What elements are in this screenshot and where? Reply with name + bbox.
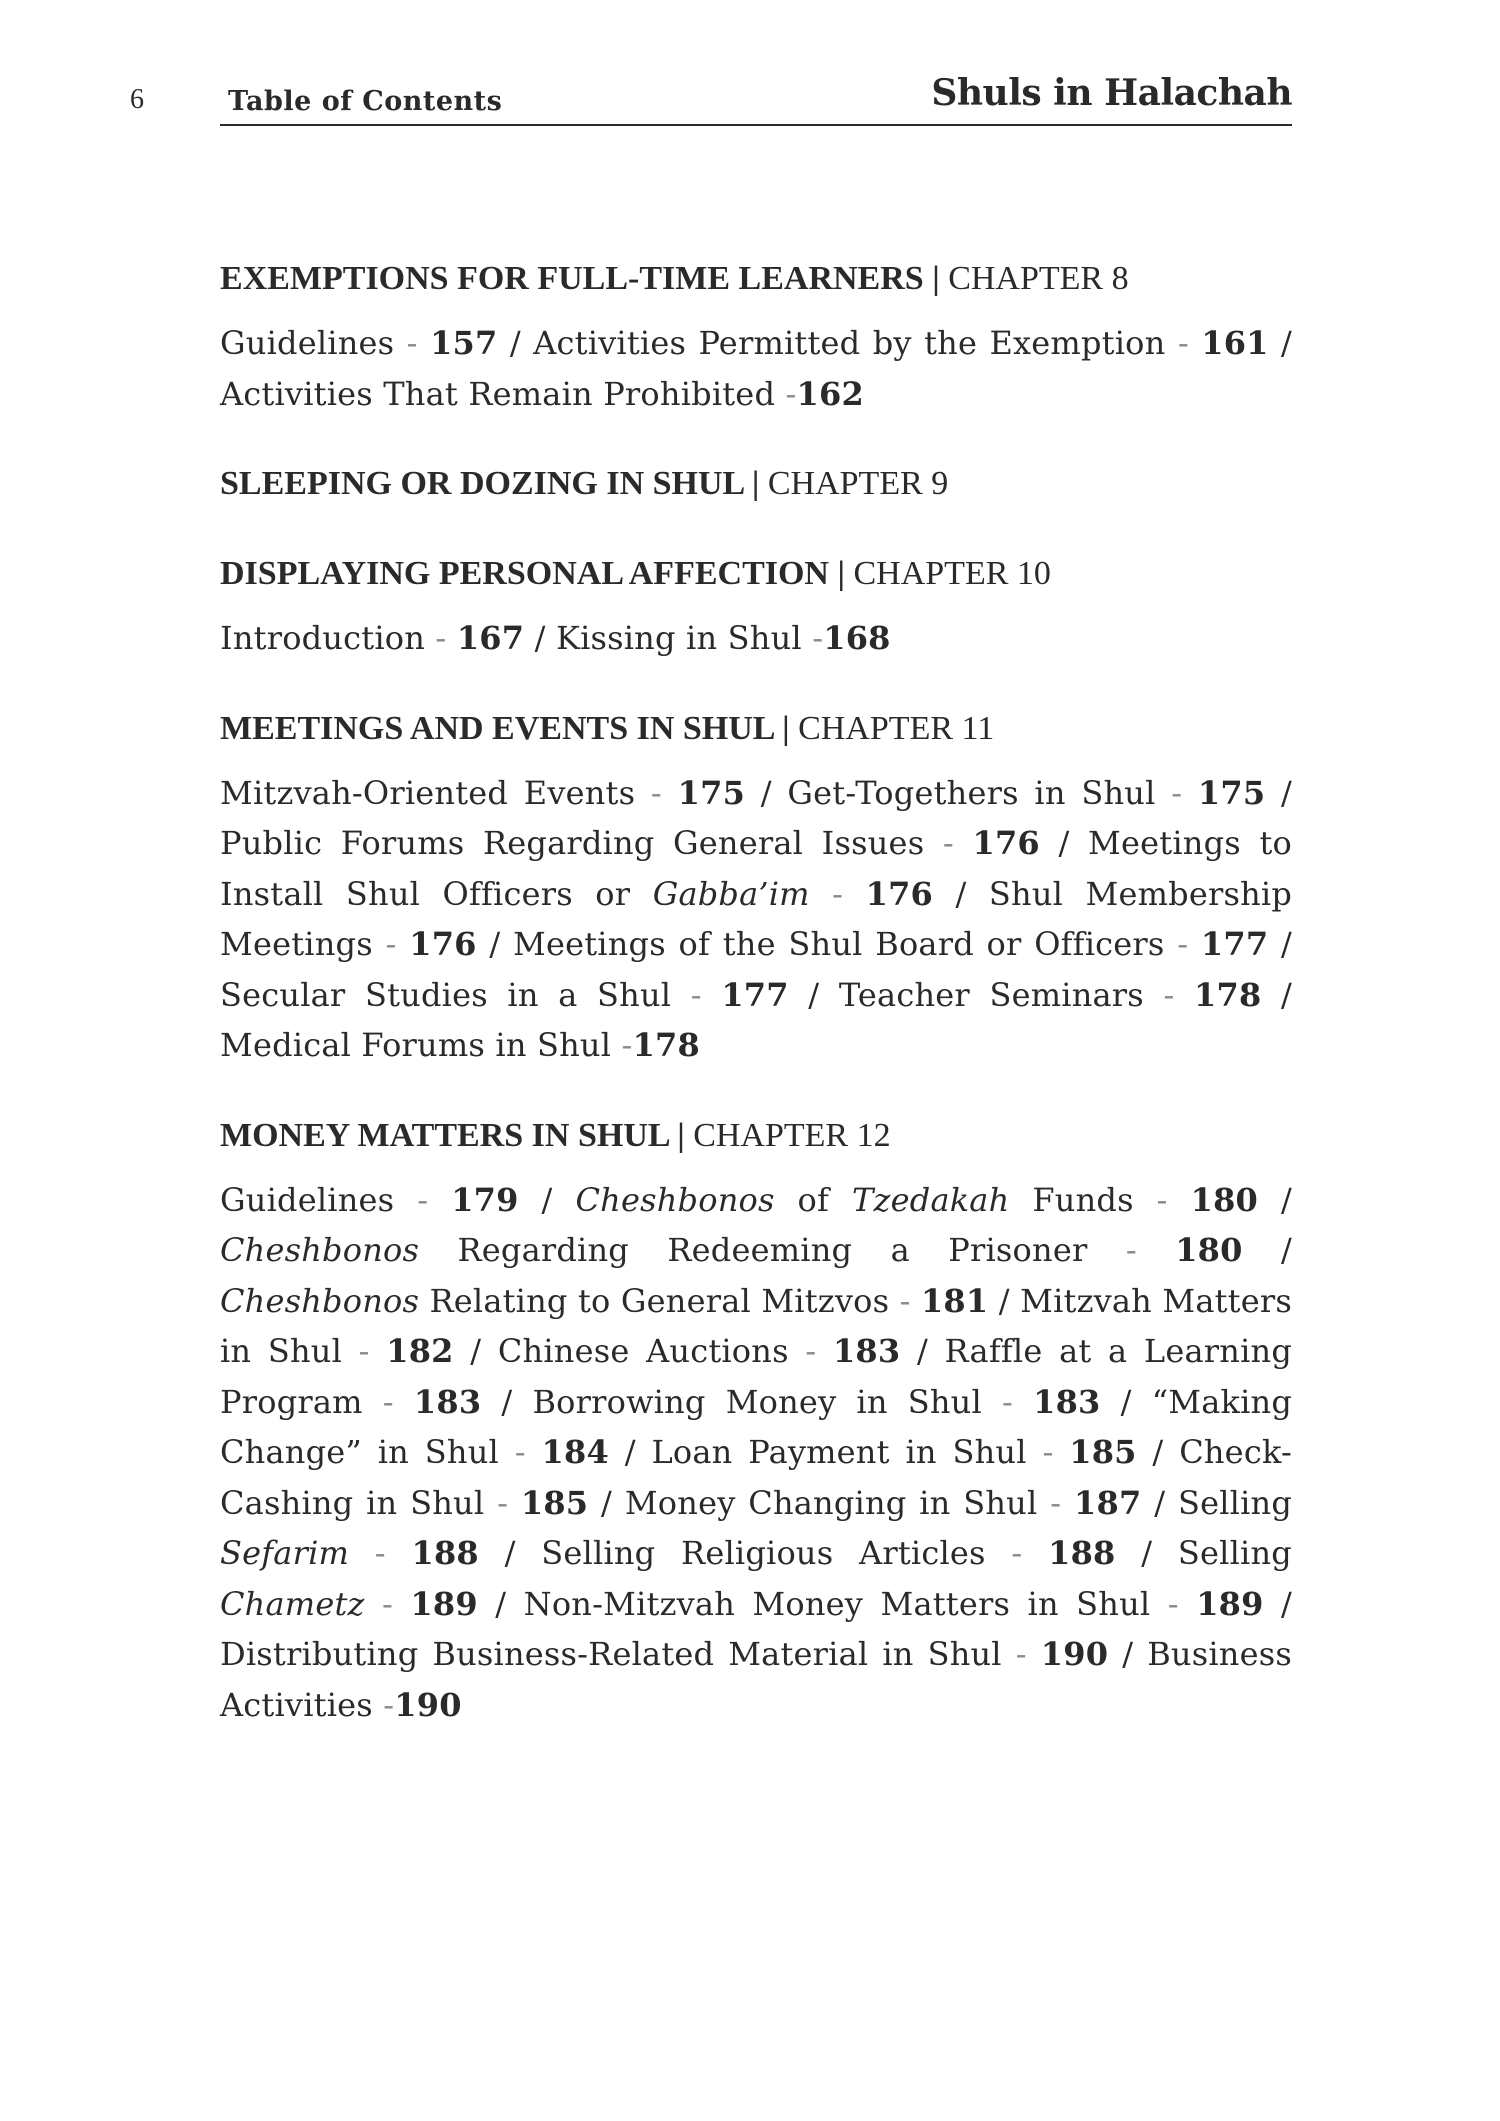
entry-page-number: 185 <box>1069 1433 1137 1471</box>
toc-content <box>220 254 1292 1730</box>
entry-separator: / <box>1115 1534 1178 1572</box>
entry-page-number: 168 <box>823 619 891 657</box>
entry-page-number: 179 <box>451 1180 519 1219</box>
entry-separator: / <box>477 1584 524 1623</box>
chapter-number-label: CHAPTER 9 <box>767 465 949 502</box>
entry-page-number: 182 <box>386 1332 454 1370</box>
entry-title-text: Shul Membership Meetings <box>220 874 1293 963</box>
entry-title-text: Activities Permitted by the Exemption <box>533 324 1166 362</box>
entry-dash: - <box>1001 1635 1041 1673</box>
entry-page-number: 178 <box>1194 975 1262 1014</box>
toc-entry <box>220 324 497 362</box>
header-rule <box>220 124 1292 126</box>
entry-title-text: Meetings of the Shul Board or Officers <box>512 925 1165 963</box>
entry-separator: / <box>1141 1483 1178 1522</box>
entry-title-text: Secular Studies in a Shul <box>220 975 672 1014</box>
toc-entry <box>541 1534 1115 1572</box>
entry-separator: / <box>1100 1382 1152 1421</box>
entry-dash: - <box>635 773 678 812</box>
chapter-number-label: CHAPTER 8 <box>948 260 1129 297</box>
entry-dash: - <box>775 374 797 413</box>
entry-title-text: Tzedakah <box>852 1180 1010 1219</box>
entry-title-text: Activities That Remain Prohibited <box>220 374 776 413</box>
page-number: 6 <box>130 84 144 115</box>
entry-page-number: 180 <box>1175 1231 1243 1269</box>
entry-page-number: 183 <box>1033 1382 1101 1421</box>
toc-section <box>220 254 1292 419</box>
entry-title-text: Kissing in Shul <box>555 619 802 657</box>
entry-title-text: Non-Mitzvah Money Matters in Shul <box>523 1584 1151 1623</box>
entry-dash: - <box>1087 1231 1176 1269</box>
chapter-separator: | <box>923 260 949 297</box>
entry-separator: / <box>1268 324 1293 362</box>
entry-page-number: 189 <box>410 1584 478 1623</box>
chapter-heading <box>220 704 1292 754</box>
entry-separator: / <box>1258 1180 1292 1219</box>
chapter-heading <box>220 1111 1292 1161</box>
entry-title-text: Meetings to Install Shul Officers or <box>220 824 1292 913</box>
chapter-separator: | <box>773 709 799 747</box>
entry-title-text: Guidelines <box>220 1180 395 1219</box>
entry-dash: - <box>1150 1584 1197 1623</box>
chapter-separator: | <box>668 1116 694 1154</box>
toc-entry <box>787 774 1265 812</box>
toc-entry <box>651 1433 1136 1471</box>
entry-page-number: 188 <box>411 1534 479 1572</box>
entry-page-number: 177 <box>721 975 789 1014</box>
entry-title-text: Public Forums Regarding General Issues <box>220 824 925 862</box>
entry-page-number: 183 <box>832 1332 901 1370</box>
chapter-number-label: CHAPTER 12 <box>693 1116 891 1154</box>
entry-title-text: Sefarim <box>220 1534 350 1572</box>
entry-title-text: Mitzvah Matters in Shul <box>220 1281 1292 1370</box>
entry-dash: - <box>889 1281 921 1320</box>
entry-dash: - <box>1037 1483 1075 1522</box>
entry-title-text: Teacher Seminars <box>838 975 1144 1014</box>
entry-dash: - <box>671 975 722 1014</box>
chapter-number-label: CHAPTER 11 <box>798 709 995 747</box>
entry-dash: - <box>372 925 410 963</box>
entry-separator: / <box>1039 824 1089 862</box>
entry-page-number: 175 <box>677 773 746 812</box>
chapter-title: DISPLAYING PERSONAL AFFECTION <box>220 555 829 592</box>
entry-page-number: 176 <box>865 874 934 913</box>
entry-dash: - <box>1165 324 1202 362</box>
entry-dash: - <box>611 1026 633 1064</box>
toc-entry <box>220 619 524 657</box>
entry-page-number: 187 <box>1074 1483 1142 1522</box>
entry-title-text: Mitzvah-Oriented Events <box>220 773 636 812</box>
entry-separator: / <box>1108 1635 1148 1673</box>
chapter-title: MEETINGS AND EVENTS IN SHUL <box>220 709 774 747</box>
entry-separator: / <box>933 874 989 913</box>
entry-page-number: 190 <box>394 1685 462 1724</box>
entry-page-number: 176 <box>972 824 1040 862</box>
entry-separator: / <box>478 1534 542 1572</box>
entry-page-number: 176 <box>409 925 477 963</box>
chapter-title: SLEEPING OR DOZING IN SHUL <box>220 465 744 502</box>
entry-dash: - <box>788 1332 833 1370</box>
toc-entry <box>513 925 1268 963</box>
toc-entry <box>220 1282 988 1320</box>
entry-dash: - <box>394 1180 452 1219</box>
entry-separator: / <box>481 1382 533 1421</box>
entry-separator: / <box>1136 1433 1180 1471</box>
toc-entry <box>220 976 789 1014</box>
entry-title-text: Funds <box>1009 1180 1134 1219</box>
entry-dash: - <box>394 324 431 362</box>
entry-page-number: 167 <box>456 619 525 657</box>
entry-dash: - <box>372 1685 395 1724</box>
entry-dash: - <box>364 1584 411 1623</box>
toc-entry <box>220 375 864 413</box>
toc-section <box>220 549 1292 664</box>
entry-separator: / <box>1242 1231 1292 1269</box>
entry-title-text: Guidelines <box>220 324 395 362</box>
entry-dash: - <box>498 1433 542 1471</box>
toc-entry <box>524 1585 1264 1623</box>
entry-separator: / <box>1265 773 1292 812</box>
entry-separator: / <box>745 773 788 812</box>
toc-section <box>220 459 1292 509</box>
entry-dash: - <box>809 874 866 913</box>
entry-separator: / <box>900 1332 945 1370</box>
toc-entry-list <box>220 1175 1292 1731</box>
entry-page-number: 177 <box>1200 925 1269 963</box>
entry-title-text: Borrowing Money in Shul <box>532 1382 982 1421</box>
chapter-title: EXEMPTIONS FOR FULL-TIME LEARNERS <box>220 260 924 297</box>
entry-separator: / <box>518 1180 576 1219</box>
entry-title-text: Check-Cashing in Shul <box>220 1433 1292 1522</box>
toc-section <box>220 704 1292 1071</box>
entry-title-text: Gabba’im <box>652 874 810 913</box>
entry-page-number: 184 <box>541 1433 609 1471</box>
toc-entry-list <box>220 613 1292 664</box>
entry-separator: / <box>788 975 839 1014</box>
toc-entry <box>498 1332 901 1370</box>
entry-title-text: Business Activities <box>220 1635 1292 1724</box>
entry-title-text: Medical Forums in Shul <box>220 1026 612 1064</box>
entry-dash: - <box>924 824 973 862</box>
toc-entry <box>220 1181 519 1219</box>
entry-page-number: 175 <box>1197 773 1266 812</box>
entry-title-text: Introduction <box>220 619 426 657</box>
toc-entry <box>220 774 745 812</box>
entry-title-text: Raffle at a Learning Program <box>220 1332 1293 1421</box>
running-header-section: Table of Contents <box>228 86 503 117</box>
chapter-separator: | <box>828 555 854 592</box>
entry-dash: - <box>1155 773 1198 812</box>
toc-entry <box>220 1635 1108 1673</box>
toc-entry <box>220 824 1040 862</box>
entry-separator: / <box>988 1281 1021 1320</box>
toc-entry <box>556 619 891 657</box>
entry-title-text: Cheshbonos <box>575 1180 775 1219</box>
entry-dash: - <box>425 619 457 657</box>
entry-dash: - <box>1026 1433 1070 1471</box>
entry-separator: / <box>588 1483 625 1522</box>
entry-page-number: 190 <box>1040 1635 1109 1673</box>
entry-page-number: 178 <box>632 1026 700 1064</box>
entry-title-text: “Making Change” in Shul <box>220 1382 1293 1471</box>
entry-title-text: Selling Religious Articles <box>541 1534 986 1572</box>
entry-dash: - <box>1143 975 1195 1014</box>
entry-dash: - <box>801 619 824 657</box>
toc-entry-list <box>220 768 1292 1071</box>
chapter-heading <box>220 549 1292 599</box>
entry-separator: / <box>524 619 556 657</box>
entry-separator: / <box>497 324 534 362</box>
chapter-title: MONEY MATTERS IN SHUL <box>220 1116 669 1154</box>
entry-separator: / <box>1263 1584 1293 1623</box>
entry-page-number: 162 <box>796 374 864 413</box>
entry-separator: / <box>476 925 513 963</box>
entry-title-text: Distributing Business-Related Material in Shul <box>220 1635 1002 1673</box>
entry-dash: - <box>349 1534 412 1572</box>
entry-page-number: 181 <box>920 1281 989 1320</box>
toc-entry <box>532 1383 1100 1421</box>
entry-title-text: Cheshbonos <box>220 1231 420 1269</box>
entry-page-number: 188 <box>1048 1534 1116 1572</box>
toc-entry <box>839 976 1262 1014</box>
entry-dash: - <box>1164 925 1201 963</box>
entry-title-text: Money Changing in Shul <box>624 1483 1038 1522</box>
chapter-heading <box>220 254 1292 304</box>
entry-title-text: Get-Togethers in Shul <box>787 773 1156 812</box>
entry-page-number: 185 <box>520 1483 589 1522</box>
entry-dash: - <box>985 1534 1049 1572</box>
toc-entry <box>220 1231 1243 1269</box>
entry-separator: / <box>1268 925 1292 963</box>
entry-page-number: 157 <box>430 324 498 362</box>
entry-page-number: 189 <box>1196 1584 1264 1623</box>
entry-page-number: 180 <box>1190 1180 1259 1219</box>
entry-separator: / <box>1261 975 1292 1014</box>
entry-title-text: of <box>774 1180 853 1219</box>
entry-title-text: Selling <box>1177 1483 1293 1522</box>
toc-entry <box>533 324 1268 362</box>
entry-separator: / <box>608 1433 652 1471</box>
entry-dash: - <box>1133 1180 1191 1219</box>
toc-entry <box>625 1484 1142 1522</box>
chapter-number-label: CHAPTER 10 <box>853 555 1051 592</box>
toc-entry-list <box>220 318 1292 419</box>
entry-dash: - <box>981 1382 1034 1421</box>
chapter-separator: | <box>743 465 768 502</box>
entry-separator: / <box>453 1332 498 1370</box>
toc-section <box>220 1111 1292 1731</box>
entry-title-text: Chinese Auctions <box>497 1332 789 1370</box>
entry-title-text: Selling <box>1177 1534 1292 1572</box>
entry-page-number: 183 <box>413 1382 482 1421</box>
entry-title-text: Chametz <box>220 1584 365 1623</box>
entry-page-number: 161 <box>1201 324 1269 362</box>
entry-dash: - <box>362 1382 414 1421</box>
entry-dash: - <box>342 1332 387 1370</box>
chapter-heading <box>220 459 1292 509</box>
entry-dash: - <box>484 1483 521 1522</box>
entry-title-text: Loan Payment in Shul <box>651 1433 1027 1471</box>
entry-title-text: Regarding Redeeming a Prisoner <box>419 1231 1088 1269</box>
entry-title-text: Relating to General Mitzvos <box>419 1281 890 1320</box>
running-header-book-title: Shuls in Halachah <box>931 72 1292 114</box>
toc-entry <box>575 1181 1258 1219</box>
entry-title-text: Cheshbonos <box>220 1281 420 1320</box>
toc-entry <box>220 1026 700 1064</box>
